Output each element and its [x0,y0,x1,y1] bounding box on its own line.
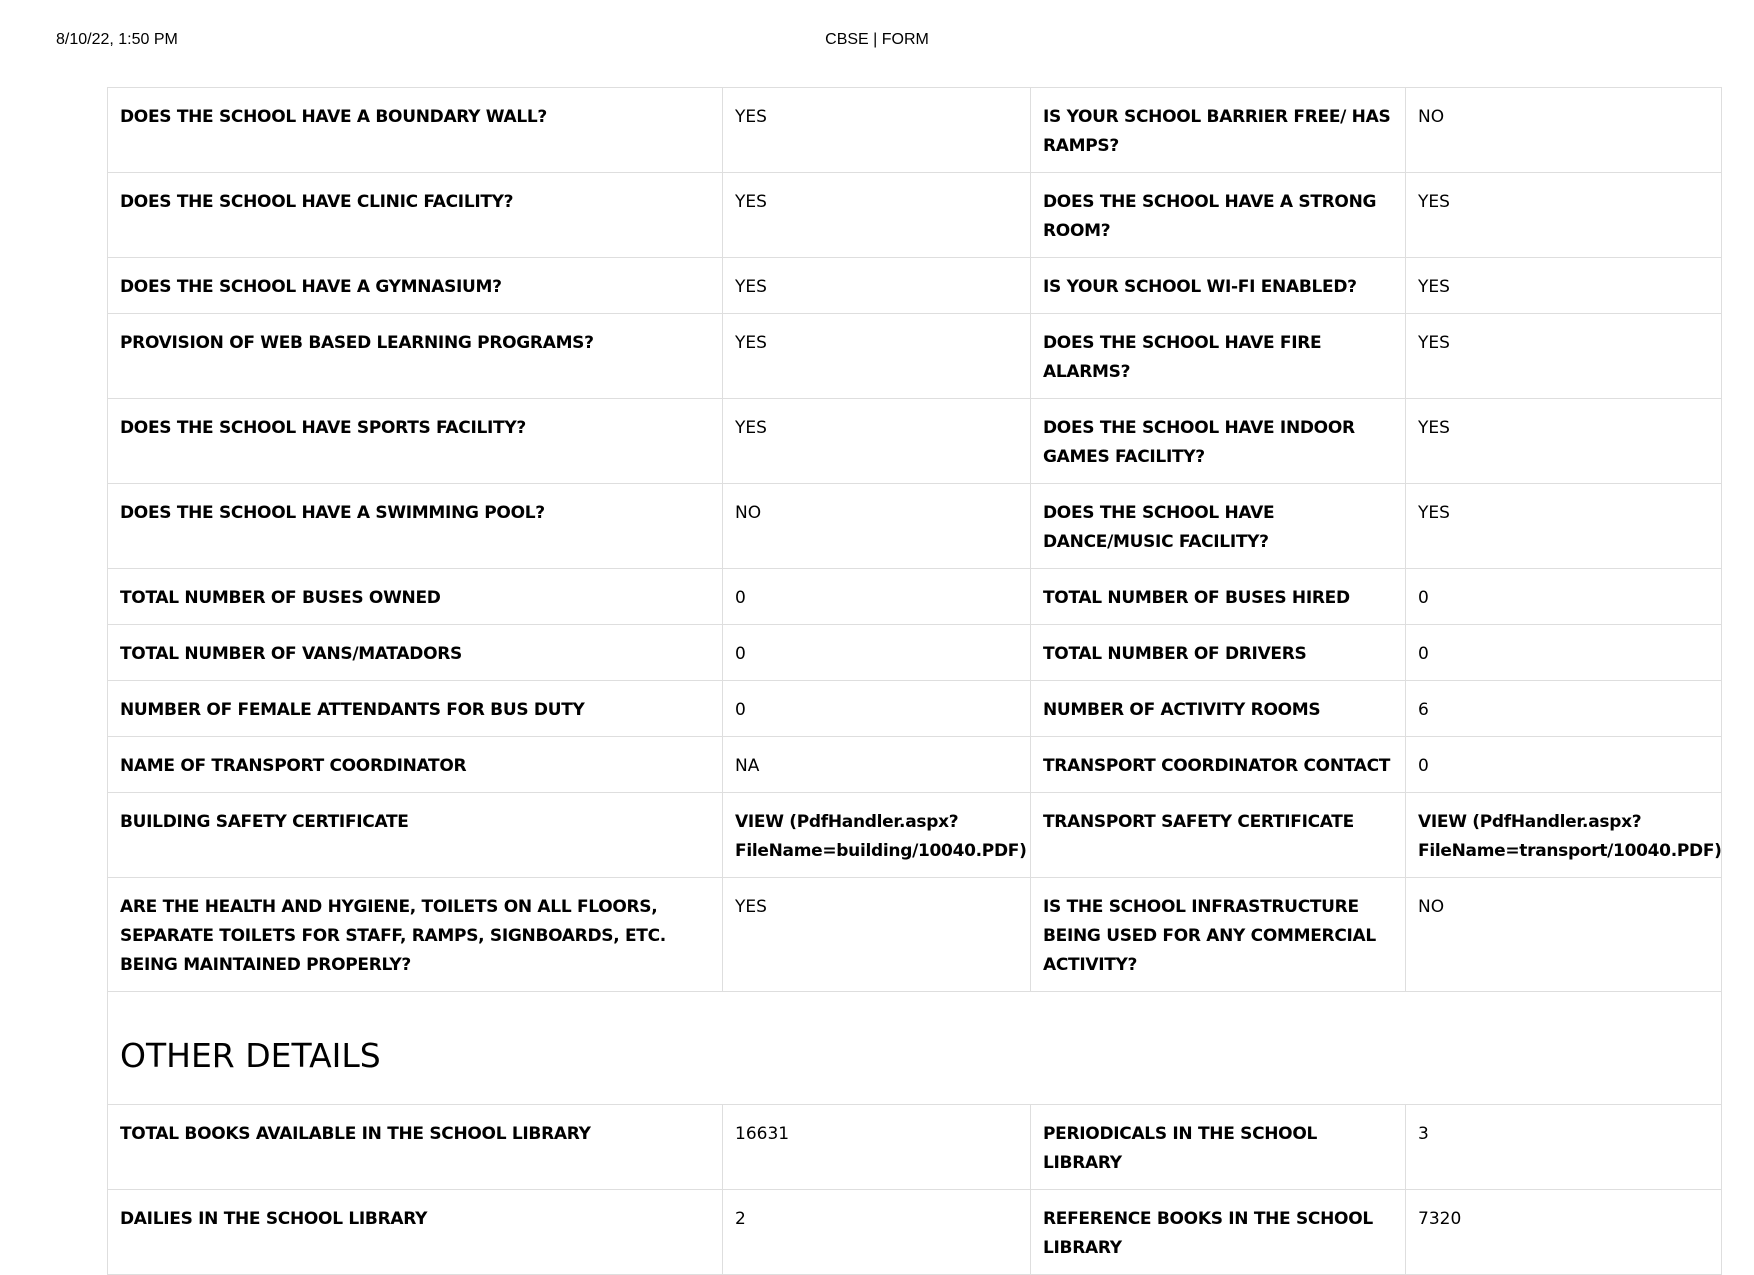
answer-value: YES [1406,314,1722,399]
answer-value: YES [1406,173,1722,258]
table-row [108,625,1722,681]
question-label: REFERENCE BOOKS IN THE SCHOOL LIBRARY [1031,1190,1406,1275]
table-row [108,484,1722,569]
question-label: IS YOUR SCHOOL BARRIER FREE/ HAS RAMPS? [1031,88,1406,173]
question-label: TRANSPORT COORDINATOR CONTACT [1031,737,1406,793]
question-label: PROVISION OF WEB BASED LEARNING PROGRAMS? [108,314,723,399]
transport-certificate-link[interactable]: VIEW (PdfHandler.aspx?FileName=transport/10040.PDF) [1406,793,1722,878]
building-certificate-link[interactable]: VIEW (PdfHandler.aspx?FileName=building/10040.PDF) [723,793,1031,878]
question-label: IS YOUR SCHOOL WI-FI ENABLED? [1031,258,1406,314]
answer-value: 0 [723,625,1031,681]
table-row [108,793,1722,878]
answer-value: 0 [1406,737,1722,793]
answer-value: YES [1406,399,1722,484]
answer-value: YES [1406,258,1722,314]
question-label: BUILDING SAFETY CERTIFICATE [108,793,723,878]
question-label: NAME OF TRANSPORT COORDINATOR [108,737,723,793]
section-heading-other-details: OTHER DETAILS [108,992,1722,1105]
answer-value: NO [1406,88,1722,173]
table-row [108,737,1722,793]
table-row [108,681,1722,737]
question-label: TOTAL NUMBER OF VANS/MATADORS [108,625,723,681]
answer-value: 16631 [723,1105,1031,1190]
question-label: DOES THE SCHOOL HAVE INDOOR GAMES FACILITY? [1031,399,1406,484]
table-row [108,399,1722,484]
answer-value: 7320 [1406,1190,1722,1275]
answer-value: YES [723,314,1031,399]
section-row [108,992,1722,1105]
question-label: IS THE SCHOOL INFRASTRUCTURE BEING USED FOR ANY COMMERCIAL ACTIVITY? [1031,878,1406,992]
question-label: DOES THE SCHOOL HAVE A SWIMMING POOL? [108,484,723,569]
school-form-table [107,87,1722,1275]
answer-value: 6 [1406,681,1722,737]
question-label: DAILIES IN THE SCHOOL LIBRARY [108,1190,723,1275]
answer-value: 3 [1406,1105,1722,1190]
answer-value: 0 [723,681,1031,737]
answer-value: NO [723,484,1031,569]
table-row [108,314,1722,399]
answer-value: YES [723,878,1031,992]
table-row [108,878,1722,992]
answer-value: NO [1406,878,1722,992]
print-date: 8/10/22, 1:50 PM [56,31,178,48]
question-label: NUMBER OF ACTIVITY ROOMS [1031,681,1406,737]
answer-value: 0 [1406,625,1722,681]
table-row [108,258,1722,314]
question-label: ARE THE HEALTH AND HYGIENE, TOILETS ON ALL FLOORS, SEPARATE TOILETS FOR STAFF, RAMPS, SIGNBOARDS, ETC. BEING MAINTAINED PROPERLY? [108,878,723,992]
question-label: TOTAL NUMBER OF DRIVERS [1031,625,1406,681]
question-label: DOES THE SCHOOL HAVE A BOUNDARY WALL? [108,88,723,173]
answer-value: YES [1406,484,1722,569]
table-row [108,569,1722,625]
answer-value: 0 [1406,569,1722,625]
table-row [108,88,1722,173]
answer-value: NA [723,737,1031,793]
table-row [108,1105,1722,1190]
answer-value: YES [723,173,1031,258]
question-label: PERIODICALS IN THE SCHOOL LIBRARY [1031,1105,1406,1190]
answer-value: YES [723,88,1031,173]
question-label: DOES THE SCHOOL HAVE SPORTS FACILITY? [108,399,723,484]
answer-value: YES [723,258,1031,314]
question-label: TOTAL BOOKS AVAILABLE IN THE SCHOOL LIBRARY [108,1105,723,1190]
print-title: CBSE | FORM [825,31,929,48]
answer-value: 0 [723,569,1031,625]
table-row [108,173,1722,258]
question-label: TRANSPORT SAFETY CERTIFICATE [1031,793,1406,878]
question-label: DOES THE SCHOOL HAVE DANCE/MUSIC FACILITY? [1031,484,1406,569]
question-label: NUMBER OF FEMALE ATTENDANTS FOR BUS DUTY [108,681,723,737]
answer-value: YES [723,399,1031,484]
question-label: TOTAL NUMBER OF BUSES HIRED [1031,569,1406,625]
answer-value: 2 [723,1190,1031,1275]
question-label: TOTAL NUMBER OF BUSES OWNED [108,569,723,625]
question-label: DOES THE SCHOOL HAVE A STRONG ROOM? [1031,173,1406,258]
table-row [108,1190,1722,1275]
question-label: DOES THE SCHOOL HAVE FIRE ALARMS? [1031,314,1406,399]
question-label: DOES THE SCHOOL HAVE CLINIC FACILITY? [108,173,723,258]
question-label: DOES THE SCHOOL HAVE A GYMNASIUM? [108,258,723,314]
print-header [0,0,1754,80]
